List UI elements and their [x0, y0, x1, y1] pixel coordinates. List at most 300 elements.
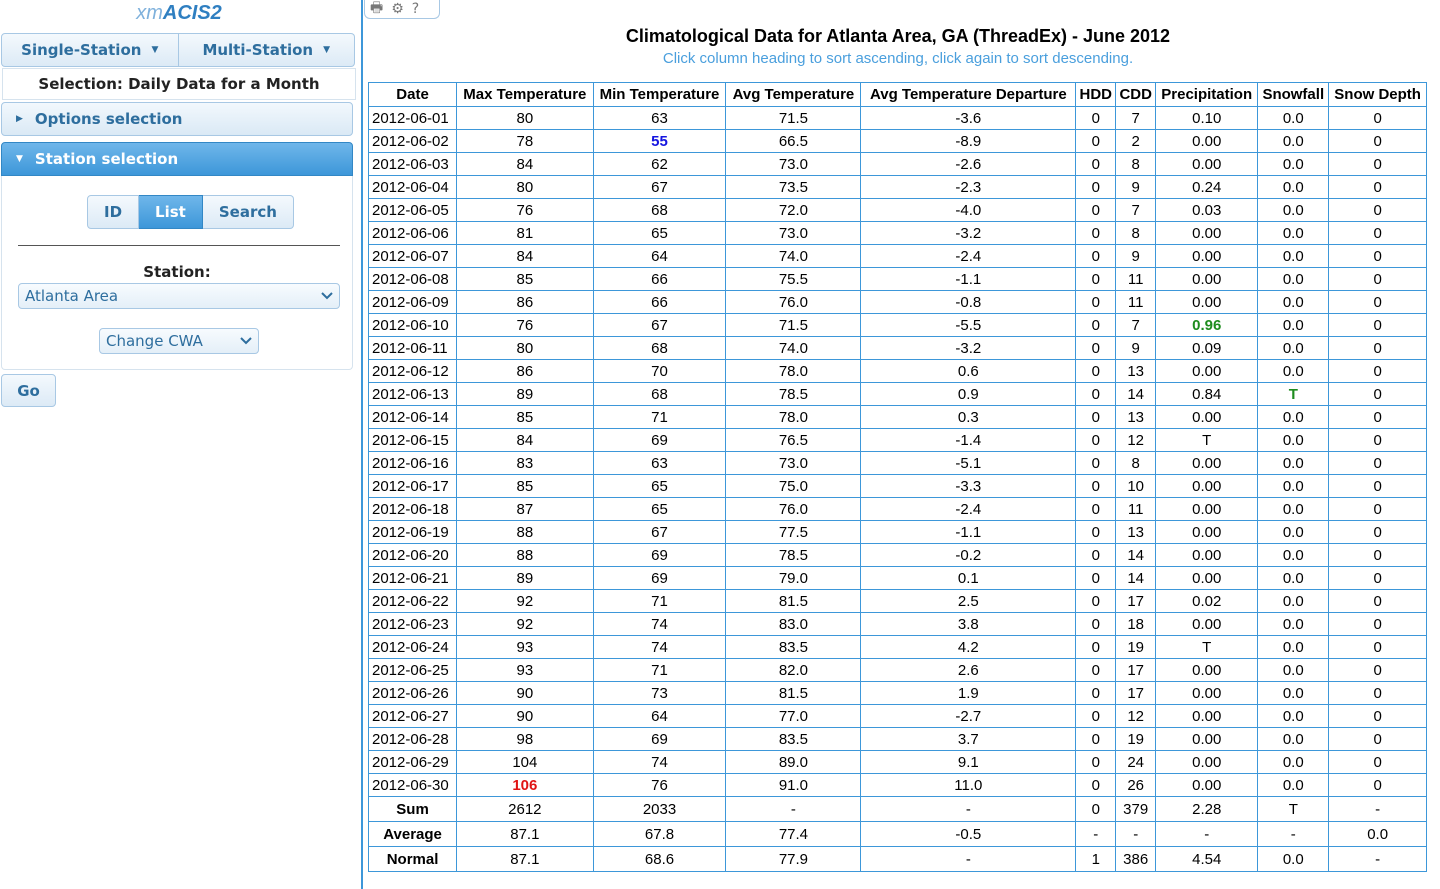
multi-station-label: Multi-Station — [202, 41, 314, 59]
summary-cell: - — [861, 797, 1076, 822]
table-cell: 0 — [1329, 268, 1427, 291]
table-cell: 2012-06-23 — [369, 613, 457, 636]
table-cell: 0 — [1076, 337, 1116, 360]
table-cell: 9 — [1116, 245, 1156, 268]
table-cell: 3.7 — [861, 728, 1076, 751]
table-cell: -2.6 — [861, 153, 1076, 176]
table-cell: 55 — [593, 130, 726, 153]
go-button[interactable]: Go — [1, 374, 56, 407]
table-cell: 0 — [1076, 475, 1116, 498]
table-cell: 0 — [1329, 337, 1427, 360]
table-row — [369, 268, 1427, 291]
table-cell: -3.6 — [861, 107, 1076, 130]
table-cell: 73.5 — [726, 176, 861, 199]
table-cell: 0.0 — [1258, 291, 1329, 314]
summary-cell: - — [1116, 822, 1156, 847]
table-cell: -5.1 — [861, 452, 1076, 475]
table-cell: -2.7 — [861, 705, 1076, 728]
table-cell: 71 — [593, 406, 726, 429]
options-selection-label: Options selection — [34, 110, 183, 128]
table-cell: 0.0 — [1258, 751, 1329, 774]
multi-station-menu[interactable] — [179, 33, 356, 67]
table-cell: 0.0 — [1258, 567, 1329, 590]
table-cell: 0.0 — [1258, 728, 1329, 751]
summary-label: Average — [369, 822, 457, 847]
table-cell: 92 — [457, 613, 593, 636]
table-cell: 73.0 — [726, 222, 861, 245]
summary-cell: 379 — [1116, 797, 1156, 822]
summary-cell: 77.4 — [726, 822, 861, 847]
column-header-hdd[interactable]: HDD — [1076, 83, 1116, 107]
table-cell: 89.0 — [726, 751, 861, 774]
table-cell: 0.00 — [1156, 613, 1258, 636]
table-cell: 83.5 — [726, 636, 861, 659]
table-cell: 2012-06-26 — [369, 682, 457, 705]
table-cell: 76 — [593, 774, 726, 797]
table-cell: 0 — [1076, 222, 1116, 245]
table-row — [369, 659, 1427, 682]
table-cell: 1.9 — [861, 682, 1076, 705]
single-station-label: Single-Station — [21, 41, 142, 59]
table-cell: 0 — [1076, 245, 1116, 268]
table-cell: 2012-06-04 — [369, 176, 457, 199]
table-cell: 2.6 — [861, 659, 1076, 682]
table-cell: 82.0 — [726, 659, 861, 682]
table-cell: 0.10 — [1156, 107, 1258, 130]
table-cell: 7 — [1116, 314, 1156, 337]
summary-cell: 386 — [1116, 847, 1156, 872]
table-cell: 77.0 — [726, 705, 861, 728]
table-row — [369, 705, 1427, 728]
table-cell: T — [1156, 429, 1258, 452]
table-cell: 0 — [1076, 544, 1116, 567]
table-cell: T — [1258, 383, 1329, 406]
table-cell: 11 — [1116, 291, 1156, 314]
table-cell: 2012-06-07 — [369, 245, 457, 268]
table-cell: 0 — [1076, 659, 1116, 682]
table-cell: 17 — [1116, 682, 1156, 705]
table-cell: 93 — [457, 659, 593, 682]
triangle-down-icon: ▼ — [16, 154, 23, 164]
report-subtitle: Click column heading to sort ascending, click again to sort descending. — [662, 50, 1134, 67]
table-cell: 0 — [1076, 107, 1116, 130]
table-cell: 0 — [1329, 383, 1427, 406]
table-cell: 0.0 — [1258, 636, 1329, 659]
table-cell: 89 — [457, 567, 593, 590]
table-row — [369, 613, 1427, 636]
summary-cell: 2612 — [457, 797, 593, 822]
table-cell: 63 — [593, 452, 726, 475]
caret-down-icon: ▼ — [151, 45, 159, 55]
table-cell: 0 — [1076, 383, 1116, 406]
table-row — [369, 590, 1427, 613]
table-cell: 0 — [1076, 406, 1116, 429]
table-cell: 0 — [1329, 636, 1427, 659]
table-cell: 76.0 — [726, 498, 861, 521]
table-cell: 63 — [593, 107, 726, 130]
table-cell: 2012-06-25 — [369, 659, 457, 682]
table-cell: 0 — [1329, 751, 1427, 774]
table-cell: 0 — [1329, 774, 1427, 797]
table-cell: 66 — [593, 291, 726, 314]
table-cell: 0 — [1329, 176, 1427, 199]
table-cell: 24 — [1116, 751, 1156, 774]
table-cell: 86 — [457, 360, 593, 383]
table-row — [369, 682, 1427, 705]
table-cell: 0 — [1329, 521, 1427, 544]
table-cell: 0 — [1329, 429, 1427, 452]
table-row — [369, 521, 1427, 544]
table-cell: 2012-06-03 — [369, 153, 457, 176]
station-selection-panel — [1, 176, 353, 370]
table-cell: 81 — [457, 222, 593, 245]
table-cell: 73 — [593, 682, 726, 705]
table-cell: 0.00 — [1156, 268, 1258, 291]
table-cell: 13 — [1116, 360, 1156, 383]
table-cell: 0 — [1076, 268, 1116, 291]
summary-cell: 67.8 — [593, 822, 726, 847]
table-cell: 73.0 — [726, 452, 861, 475]
table-cell: 2012-06-30 — [369, 774, 457, 797]
table-row — [369, 774, 1427, 797]
table-summary — [369, 797, 1427, 872]
table-cell: -4.0 — [861, 199, 1076, 222]
table-cell: -1.1 — [861, 521, 1076, 544]
climate-data-table — [368, 82, 1427, 872]
summary-cell: - — [1076, 822, 1116, 847]
table-cell: 88 — [457, 544, 593, 567]
table-cell: 0 — [1329, 613, 1427, 636]
table-cell: 88 — [457, 521, 593, 544]
table-cell: 2012-06-19 — [369, 521, 457, 544]
table-cell: 0 — [1329, 360, 1427, 383]
table-cell: 2012-06-01 — [369, 107, 457, 130]
panel-splitter[interactable] — [361, 0, 363, 889]
summary-cell: 1 — [1076, 847, 1116, 872]
summary-cell: 0.0 — [1258, 847, 1329, 872]
table-cell: 0.00 — [1156, 774, 1258, 797]
logo-prefix: xm — [136, 2, 163, 24]
table-cell: 0 — [1076, 774, 1116, 797]
table-cell: 2012-06-05 — [369, 199, 457, 222]
table-cell: 84 — [457, 153, 593, 176]
table-cell: 0 — [1329, 199, 1427, 222]
table-cell: 0.0 — [1258, 314, 1329, 337]
table-cell: 74.0 — [726, 337, 861, 360]
table-cell: 2012-06-24 — [369, 636, 457, 659]
table-cell: 70 — [593, 360, 726, 383]
table-row — [369, 475, 1427, 498]
table-cell: 0 — [1076, 682, 1116, 705]
chevron-down-icon — [321, 292, 333, 300]
table-cell: 0 — [1076, 613, 1116, 636]
table-cell: 68 — [593, 337, 726, 360]
column-header-min-temperature[interactable]: Min Temperature — [593, 83, 726, 107]
summary-cell: 77.9 — [726, 847, 861, 872]
table-cell: 11 — [1116, 268, 1156, 291]
table-cell: 0.00 — [1156, 728, 1258, 751]
table-cell: 0.0 — [1258, 176, 1329, 199]
table-cell: 0.0 — [1258, 705, 1329, 728]
table-cell: -1.4 — [861, 429, 1076, 452]
table-cell: 78 — [457, 130, 593, 153]
table-cell: 73.0 — [726, 153, 861, 176]
table-cell: -3.3 — [861, 475, 1076, 498]
column-header-snowfall[interactable]: Snowfall — [1258, 83, 1329, 107]
table-cell: 2012-06-22 — [369, 590, 457, 613]
table-cell: 67 — [593, 521, 726, 544]
table-cell: 64 — [593, 245, 726, 268]
table-cell: 0 — [1076, 176, 1116, 199]
table-cell: 9 — [1116, 176, 1156, 199]
table-cell: 84 — [457, 245, 593, 268]
table-cell: 81.5 — [726, 590, 861, 613]
table-cell: 2012-06-20 — [369, 544, 457, 567]
table-cell: 0 — [1329, 705, 1427, 728]
table-cell: 0.02 — [1156, 590, 1258, 613]
table-cell: 0 — [1329, 682, 1427, 705]
table-cell: 18 — [1116, 613, 1156, 636]
table-row — [369, 360, 1427, 383]
column-header-avg-temperature-departure[interactable]: Avg Temperature Departure — [861, 83, 1076, 107]
summary-cell: 87.1 — [457, 847, 593, 872]
table-cell: 0.0 — [1258, 245, 1329, 268]
table-cell: T — [1156, 636, 1258, 659]
table-cell: 0.00 — [1156, 475, 1258, 498]
table-cell: 0.0 — [1258, 222, 1329, 245]
table-cell: 74 — [593, 613, 726, 636]
table-cell: 2012-06-28 — [369, 728, 457, 751]
summary-cell: - — [1329, 797, 1427, 822]
table-cell: 2012-06-11 — [369, 337, 457, 360]
table-cell: 74.0 — [726, 245, 861, 268]
summary-label: Normal — [369, 847, 457, 872]
table-cell: 2.5 — [861, 590, 1076, 613]
table-cell: 75.5 — [726, 268, 861, 291]
summary-cell: 2033 — [593, 797, 726, 822]
table-cell: 0.00 — [1156, 567, 1258, 590]
table-body — [369, 107, 1427, 797]
summary-cell: 4.54 — [1156, 847, 1258, 872]
table-cell: -3.2 — [861, 337, 1076, 360]
table-cell: 0.0 — [1258, 199, 1329, 222]
table-cell: -0.8 — [861, 291, 1076, 314]
table-cell: 8 — [1116, 153, 1156, 176]
table-cell: 0.0 — [1258, 682, 1329, 705]
summary-cell: 2.28 — [1156, 797, 1258, 822]
table-cell: 64 — [593, 705, 726, 728]
table-cell: 85 — [457, 268, 593, 291]
table-cell: 0 — [1329, 107, 1427, 130]
table-row — [369, 567, 1427, 590]
table-cell: 72.0 — [726, 199, 861, 222]
table-row — [369, 314, 1427, 337]
table-cell: 4.2 — [861, 636, 1076, 659]
logo-main: ACIS2 — [162, 2, 222, 24]
table-cell: 0.24 — [1156, 176, 1258, 199]
table-cell: 0.0 — [1258, 521, 1329, 544]
table-cell: 78.5 — [726, 544, 861, 567]
summary-cell: 0.0 — [1329, 822, 1427, 847]
column-header-avg-temperature[interactable]: Avg Temperature — [726, 83, 861, 107]
table-cell: 80 — [457, 176, 593, 199]
summary-cell: T — [1258, 797, 1329, 822]
table-row — [369, 728, 1427, 751]
table-cell: 0 — [1076, 199, 1116, 222]
app-logo[interactable] — [0, 2, 358, 25]
table-cell: 17 — [1116, 590, 1156, 613]
table-cell: 12 — [1116, 429, 1156, 452]
table-cell: 2012-06-10 — [369, 314, 457, 337]
gear-icon[interactable]: ⚙ — [391, 1, 404, 17]
table-cell: 62 — [593, 153, 726, 176]
table-cell: 2012-06-29 — [369, 751, 457, 774]
table-cell: 106 — [457, 774, 593, 797]
table-cell: 0.0 — [1258, 475, 1329, 498]
table-cell: 71.5 — [726, 314, 861, 337]
table-cell: 2012-06-27 — [369, 705, 457, 728]
table-row — [369, 107, 1427, 130]
table-cell: 0 — [1329, 475, 1427, 498]
table-cell: 0 — [1329, 130, 1427, 153]
table-cell: 0.03 — [1156, 199, 1258, 222]
table-cell: 0 — [1076, 498, 1116, 521]
change-cwa-select[interactable] — [99, 328, 259, 354]
table-cell: 0.0 — [1258, 406, 1329, 429]
table-cell: 0.0 — [1258, 774, 1329, 797]
table-cell: 0.0 — [1258, 268, 1329, 291]
help-icon[interactable]: ? — [411, 1, 420, 17]
table-cell: 0.00 — [1156, 130, 1258, 153]
table-cell: 0.0 — [1258, 498, 1329, 521]
table-cell: 0 — [1076, 590, 1116, 613]
table-row — [369, 452, 1427, 475]
table-cell: 78.5 — [726, 383, 861, 406]
table-cell: 9 — [1116, 337, 1156, 360]
table-cell: 0.1 — [861, 567, 1076, 590]
summary-cell: 87.1 — [457, 822, 593, 847]
table-cell: -2.4 — [861, 245, 1076, 268]
column-header-cdd[interactable]: CDD — [1116, 83, 1156, 107]
column-header-precipitation[interactable]: Precipitation — [1156, 83, 1258, 107]
table-cell: 0 — [1329, 567, 1427, 590]
table-cell: 0.00 — [1156, 360, 1258, 383]
table-cell: 0 — [1076, 636, 1116, 659]
table-cell: 0.00 — [1156, 751, 1258, 774]
table-cell: 80 — [457, 107, 593, 130]
table-cell: 65 — [593, 498, 726, 521]
single-station-menu[interactable] — [1, 33, 179, 67]
table-cell: 7 — [1116, 107, 1156, 130]
table-cell: 69 — [593, 544, 726, 567]
table-cell: 8 — [1116, 452, 1156, 475]
table-cell: 0.0 — [1258, 452, 1329, 475]
table-cell: 2012-06-08 — [369, 268, 457, 291]
change-cwa-value: Change CWA — [106, 332, 203, 350]
table-cell: 0.00 — [1156, 544, 1258, 567]
summary-cell: - — [1156, 822, 1258, 847]
summary-row — [369, 822, 1427, 847]
table-cell: 0.00 — [1156, 521, 1258, 544]
table-cell: 2 — [1116, 130, 1156, 153]
table-cell: 8 — [1116, 222, 1156, 245]
table-cell: 2012-06-17 — [369, 475, 457, 498]
table-cell: 69 — [593, 728, 726, 751]
column-header-max-temperature[interactable]: Max Temperature — [457, 83, 593, 107]
table-cell: 0.3 — [861, 406, 1076, 429]
table-cell: 0 — [1329, 544, 1427, 567]
table-cell: 0.0 — [1258, 130, 1329, 153]
table-row — [369, 429, 1427, 452]
station-select[interactable] — [18, 283, 340, 309]
table-cell: -5.5 — [861, 314, 1076, 337]
table-row — [369, 383, 1427, 406]
options-selection-header[interactable] — [1, 102, 353, 136]
summary-cell: - — [1329, 847, 1427, 872]
column-header-snow-depth[interactable]: Snow Depth — [1329, 83, 1427, 107]
table-row — [369, 291, 1427, 314]
table-cell: 0 — [1329, 314, 1427, 337]
table-cell: 0.0 — [1258, 107, 1329, 130]
table-cell: 0 — [1329, 245, 1427, 268]
table-cell: 0.00 — [1156, 406, 1258, 429]
station-selection-header[interactable] — [1, 142, 353, 176]
table-cell: 0.00 — [1156, 682, 1258, 705]
summary-row — [369, 847, 1427, 872]
table-cell: 0 — [1076, 360, 1116, 383]
table-row — [369, 153, 1427, 176]
table-cell: 0.6 — [861, 360, 1076, 383]
table-cell: 0 — [1329, 590, 1427, 613]
table-cell: 0.0 — [1258, 590, 1329, 613]
table-cell: 81.5 — [726, 682, 861, 705]
table-cell: 98 — [457, 728, 593, 751]
table-cell: 0.00 — [1156, 659, 1258, 682]
table-cell: 0 — [1329, 291, 1427, 314]
table-cell: 74 — [593, 751, 726, 774]
table-cell: 0.00 — [1156, 291, 1258, 314]
table-cell: 87 — [457, 498, 593, 521]
table-cell: 71.5 — [726, 107, 861, 130]
table-cell: 13 — [1116, 406, 1156, 429]
table-cell: 2012-06-06 — [369, 222, 457, 245]
table-cell: 0 — [1329, 728, 1427, 751]
table-cell: 0.0 — [1258, 153, 1329, 176]
table-cell: 14 — [1116, 383, 1156, 406]
print-icon[interactable]: 🖶 — [370, 0, 384, 16]
station-mode-list[interactable]: List — [139, 195, 203, 229]
column-header-date[interactable]: Date — [369, 83, 457, 107]
table-cell: 68 — [593, 199, 726, 222]
station-mode-search[interactable]: Search — [203, 195, 294, 229]
table-cell: 26 — [1116, 774, 1156, 797]
station-mode-id[interactable]: ID — [87, 195, 139, 229]
table-cell: 66.5 — [726, 130, 861, 153]
table-cell: 0.00 — [1156, 705, 1258, 728]
table-cell: 76 — [457, 314, 593, 337]
mode-menu-bar — [1, 33, 355, 67]
table-cell: 0 — [1076, 291, 1116, 314]
summary-cell: 68.6 — [593, 847, 726, 872]
table-cell: 76 — [457, 199, 593, 222]
summary-cell: - — [1258, 822, 1329, 847]
table-cell: 104 — [457, 751, 593, 774]
table-row — [369, 245, 1427, 268]
table-cell: 93 — [457, 636, 593, 659]
table-cell: 65 — [593, 475, 726, 498]
table-cell: 2012-06-18 — [369, 498, 457, 521]
table-cell: -2.3 — [861, 176, 1076, 199]
